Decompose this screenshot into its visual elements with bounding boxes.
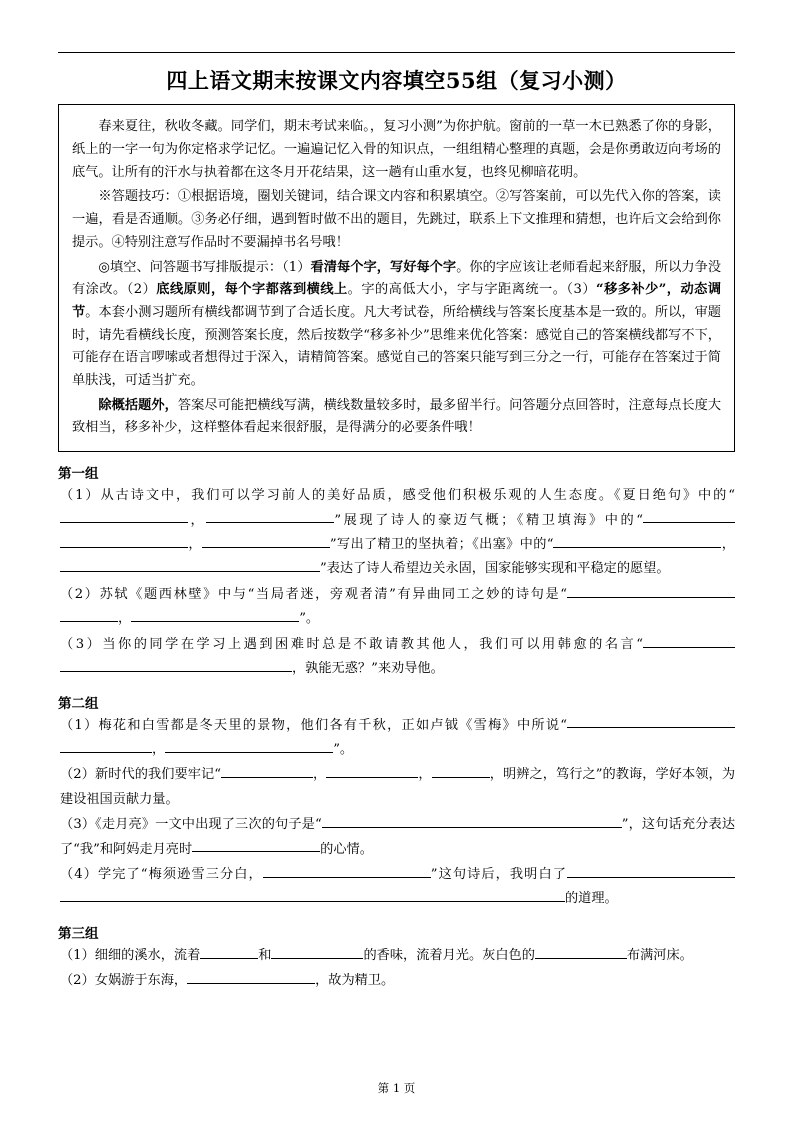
intro-p3-e: 。本套小测习题所有横线都调节到了合适长度。凡大考试卷，所给横线与答案长度基本是一致的。所以，审题时，请先看横线长度，预测答案长度，然后按数学“移多补少”思维来优化答案：感觉自己的答案横线都写不下，可能存在语言啰嗦或者想得过于深入，请精简答案。感觉自己的答案只能写到三分之一行，可能存在答案过于简单肤浅，可适当扩充。 [72, 304, 721, 389]
question-text: ，明辨之，笃行之”的教诲，学好本领，为建设祖国贡献力量。 [60, 767, 736, 807]
question-group [58, 692, 735, 912]
answer-blank[interactable] [567, 714, 735, 729]
answer-blank[interactable] [200, 944, 258, 959]
question-text: （3）当你的同学在学习上遇到困难时总是不敢请教其他人，我们可以用韩愈的名言“ [60, 636, 643, 652]
answer-blank[interactable] [567, 863, 735, 878]
answer-blank[interactable] [643, 509, 735, 524]
intro-p4-text: 答案尽可能把横线写满，横线数量较多时，最多留半行。问答题分点回答时，注意每点长度大致相当，移多补少，这样整体看起来很舒服，是得满分的必要条件哦！ [72, 397, 722, 436]
intro-paragraph-3 [72, 257, 721, 393]
answer-blank[interactable] [263, 863, 431, 878]
answer-blank[interactable] [60, 533, 188, 548]
question-text: ”。 [299, 611, 320, 627]
intro-paragraph-1: 春来夏往，秋收冬藏。同学们，期末考试来临。，复习小测”为你护航。窗前的一草一木已熟悉了你的身影，纸上的一字一句为你定格求学记忆。一遍遍记忆入骨的知识点，一组组精心整理的真题，会是你勇敢迈向考场的底气。让所有的汗水与执着都在这冬月开花结果，这一趟有山重水复，也终见柳暗花明。 [72, 119, 721, 180]
question-text: （1）从古诗文中，我们可以学习前人的美好品质，感受他们积极乐观的人生态度。《夏日绝句》中的“ [60, 488, 735, 504]
question-text: （2）新时代的我们要牢记“ [60, 767, 221, 783]
answer-blank[interactable] [221, 763, 313, 778]
intro-p3-a: ◎填空、问答题书写排版提示：（1） [98, 259, 311, 275]
question-item [58, 763, 735, 812]
answer-blank[interactable] [60, 557, 152, 572]
question-text: ，孰能无惑？”来劝导他。 [292, 661, 444, 677]
question-text: ， [152, 741, 166, 757]
answer-blank[interactable] [165, 738, 333, 753]
intro-paragraph-4 [72, 395, 721, 440]
question-text: ”表达了诗人希望边关永固，国家能够实现和平稳定的愿望。 [320, 561, 670, 577]
question-text: （3）《走月亮》一文中出现了三次的句子是“ [60, 817, 322, 833]
question-text: （1）细细的溪水，流着 [60, 947, 201, 963]
question-text: ， [188, 536, 202, 552]
question-text: ”写出了精卫的坚 [329, 536, 432, 552]
answer-blank[interactable] [60, 657, 292, 672]
page-footer: 第 1 页 [377, 1081, 416, 1095]
intro-p3-c: 。你的字应该让老师看起来舒服，所以力争没有涂改。（2） [72, 259, 722, 298]
question-text: ， [118, 611, 132, 627]
answer-blank[interactable] [131, 607, 299, 622]
group-title: 第二组 [58, 695, 99, 712]
question-text: ”展现了诗人的豪迈气概；《精卫填海》中的“ [334, 512, 643, 528]
question-text: ”这句诗后，我明白了 [430, 867, 567, 883]
question-text: 和 [258, 947, 272, 963]
answer-blank[interactable] [60, 887, 565, 902]
answer-blank[interactable] [643, 633, 735, 648]
question-text: ，故为精卫。 [315, 973, 395, 989]
answer-blank[interactable] [553, 533, 721, 548]
intro-p3-bold-3: “移多补少”，动态调节 [72, 282, 722, 320]
answer-blank[interactable] [187, 969, 315, 984]
question-text: ， [312, 767, 327, 783]
question-text: ”，这句话充分表达了“我”和阿妈走月亮时 [60, 817, 736, 857]
question-item [58, 813, 735, 862]
question-text: （1）梅花和白雪都是冬天里的景物，他们各有千秋，正如卢钺《雪梅》中所说“ [60, 717, 567, 733]
answer-blank[interactable] [60, 607, 118, 622]
question-text: （2）女娲游于东海， [60, 973, 188, 989]
page-title: 四上语文期末按课文内容填空55组（复习小测） [166, 68, 627, 93]
question-groups [58, 462, 735, 994]
question-text: （4）学完了“梅须逊雪三分白， [60, 867, 263, 883]
answer-blank[interactable] [322, 813, 622, 828]
answer-blank[interactable] [271, 944, 363, 959]
question-item [58, 633, 735, 682]
question-item [58, 969, 735, 993]
question-item [58, 484, 735, 582]
question-text: 执着；《出塞》中的“ [431, 536, 554, 552]
question-text: ， [721, 536, 735, 552]
answer-blank[interactable] [535, 944, 627, 959]
question-item [58, 714, 735, 763]
question-text: ， [188, 512, 207, 528]
question-text: （2）苏轼《题西林壁》中与“当局者迷，旁观者清”有异曲同工之妙的诗句是“ [60, 586, 567, 602]
question-text: 的香味，流着月光。灰白色的 [363, 947, 535, 963]
question-item [58, 944, 735, 968]
header-divider [58, 52, 735, 53]
answer-blank[interactable] [432, 763, 490, 778]
answer-blank[interactable] [60, 738, 152, 753]
intro-p3-d: 。字的高低大小，字与字距离统一。（3） [347, 282, 596, 298]
question-group [58, 922, 735, 994]
answer-blank[interactable] [60, 509, 188, 524]
answer-blank[interactable] [206, 509, 334, 524]
question-group [58, 462, 735, 681]
question-text: ”。 [333, 741, 354, 757]
question-text: 布满河床。 [626, 947, 693, 963]
group-title: 第一组 [58, 466, 99, 483]
question-text: 的道理。 [565, 891, 618, 907]
intro-p3-bold-2: 底线原则，每个字都落到横线上 [156, 282, 348, 298]
intro-paragraph-2: ※答题技巧：①根据语境，圈划关键词，结合课文内容和积累填空。②写答案前，可以先代入你的答案，读一遍，看是否通顺。③务必仔细，遇到暂时做不出的题目，先跳过，联系上下文推理和猜想，也许后文会给到你提示。④特别注意写作品时不要漏掉书名号哦！ [72, 189, 721, 250]
intro-p3-bold-1: 看清每个字，写好每个字 [310, 259, 457, 275]
intro-p4-bold: 除概括题外， [98, 397, 178, 413]
intro-box [58, 104, 735, 452]
answer-blank[interactable] [152, 557, 320, 572]
answer-blank[interactable] [202, 533, 330, 548]
question-item [58, 863, 735, 912]
answer-blank[interactable] [567, 583, 735, 598]
question-text: ， [418, 767, 432, 783]
question-item [58, 583, 735, 632]
answer-blank[interactable] [192, 838, 320, 853]
group-title: 第三组 [58, 925, 99, 942]
question-text: 的心情。 [320, 841, 373, 857]
answer-blank[interactable] [326, 763, 418, 778]
